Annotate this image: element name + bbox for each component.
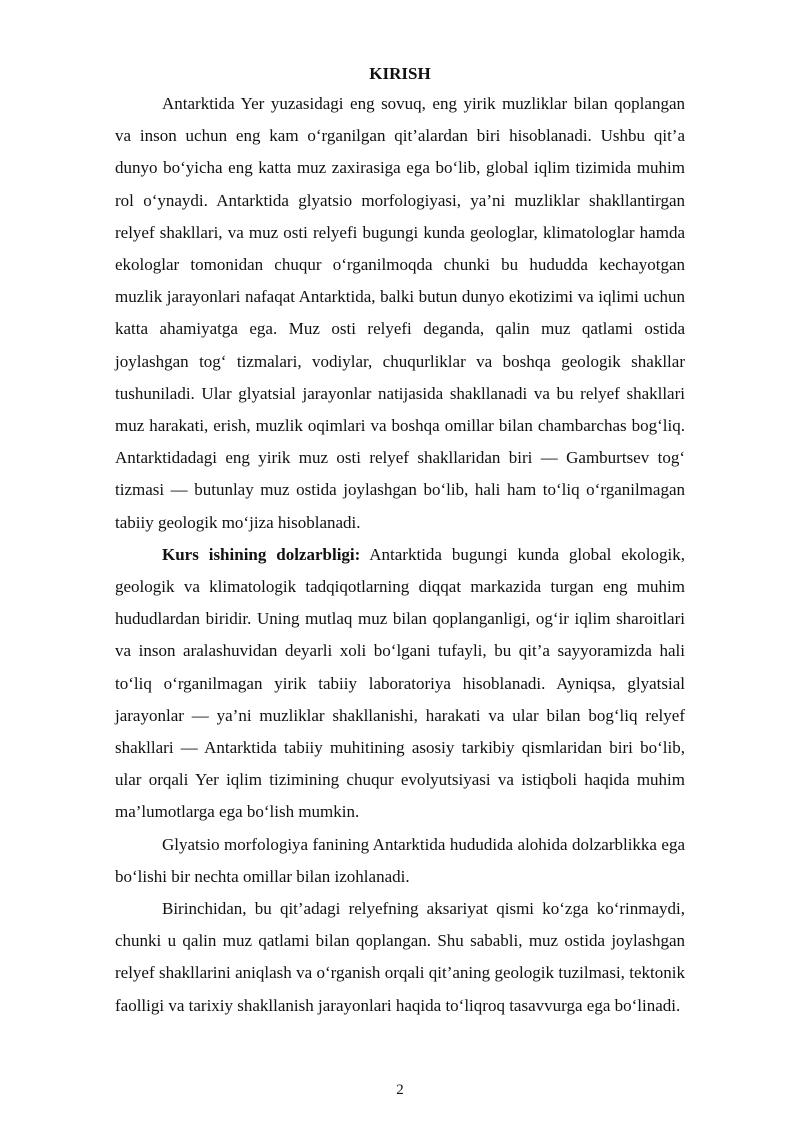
paragraph-first-factor	[115, 893, 685, 1022]
paragraph-relevance-lead: Kurs ishining dolzarbligi:	[162, 544, 361, 564]
paragraph-intro-text: Antarktida Yer yuzasidagi eng sovuq, eng yirik muzliklar bilan qoplangan va inson uchun eng kam o‘rganilgan qit’alardan biri hisoblanadi. Ushbu qit’a dunyo bo‘yicha eng katta muz zaxirasiga ega bo‘lib, global iqlim tizimida muhim rol o‘ynaydi. Antarktida glyatsio morfologiyasi, ya’ni muzliklar shakllantirgan relyef shakllari, va muz osti relyefi bugungi kunda geologlar, klimatologlar hamda ekologlar tomonidan chuqur o‘rganilmoqda chunki bu hududda kechayotgan muzlik jarayonlari nafaqat Antarktida, balki butun dunyo ekotizimi va iqlimi uchun katta ahamiyatga ega. Muz osti relyefi deganda, qalin muz qatlami ostida joylashgan tog‘ tizmalari, vodiylar, chuqurliklar va boshqa geologik shakllar tushuniladi. Ular glyatsial jarayonlar natijasida shakllanadi va bu relyef shakllari muz harakati, erish, muzlik oqimlari va boshqa omillar bilan chambarchas bog‘liq. Antarktidadagi eng yirik muz osti relyef shakllaridan biri — Gamburtsev tog‘ tizmasi — butunlay muz ostida joylashgan bo‘lib, hali ham to‘liq o‘rganilmagan tabiiy geologik mo‘jiza hisoblanadi.	[115, 94, 685, 532]
paragraph-relevance	[115, 539, 685, 829]
section-heading: KIRISH	[369, 64, 431, 83]
paragraph-factors	[115, 829, 685, 893]
page-number: 2	[396, 1082, 404, 1098]
document-page	[115, 62, 685, 1022]
paragraph-intro	[115, 88, 685, 539]
paragraph-relevance-text: Antarktida bugungi kunda global ekologik, geologik va klimatologik tadqiqotlarning diqqat markazida turgan eng muhim hududlardan biridir. Uning mutlaq muz bilan qoplanganligi, og‘ir iqlim sharoitlari va inson aralashuvidan deyarli xoli bo‘lgani tufayli, bu qit’a sayyoramizda hali to‘liq o‘rganilmagan yirik tabiiy laboratoriya hisoblanadi. Ayniqsa, glyatsial jarayonlar — ya’ni muzliklar shakllanishi, harakati va ular bilan bog‘liq relyef shakllari — Antarktida tabiiy muhitining asosiy tarkibiy qismlaridan biri bo‘lib, ular orqali Yer iqlim tizimining chuqur evolyutsiyasi va istiqboli haqida muhim ma’lumotlarga ega bo‘lish mumkin.	[115, 544, 685, 822]
paragraph-first-factor-text: Birinchidan, bu qit’adagi relyefning aksariyat qismi ko‘zga ko‘rinmaydi, chunki u qalin muz qatlami bilan qoplangan. Shu sababli, muz ostida joylashgan relyef shakllarini aniqlash va o‘rganish orqali qit’aning geologik tuzilmasi, tektonik faolligi va tarixiy shakllanish jarayonlari haqida to‘liqroq tasavvurga ega bo‘linadi.	[115, 899, 685, 1015]
paragraph-factors-text: Glyatsio morfologiya fanining Antarktida hududida alohida dolzarblikka ega bo‘lishi bir nechta omillar bilan izohlanadi.	[115, 834, 685, 886]
